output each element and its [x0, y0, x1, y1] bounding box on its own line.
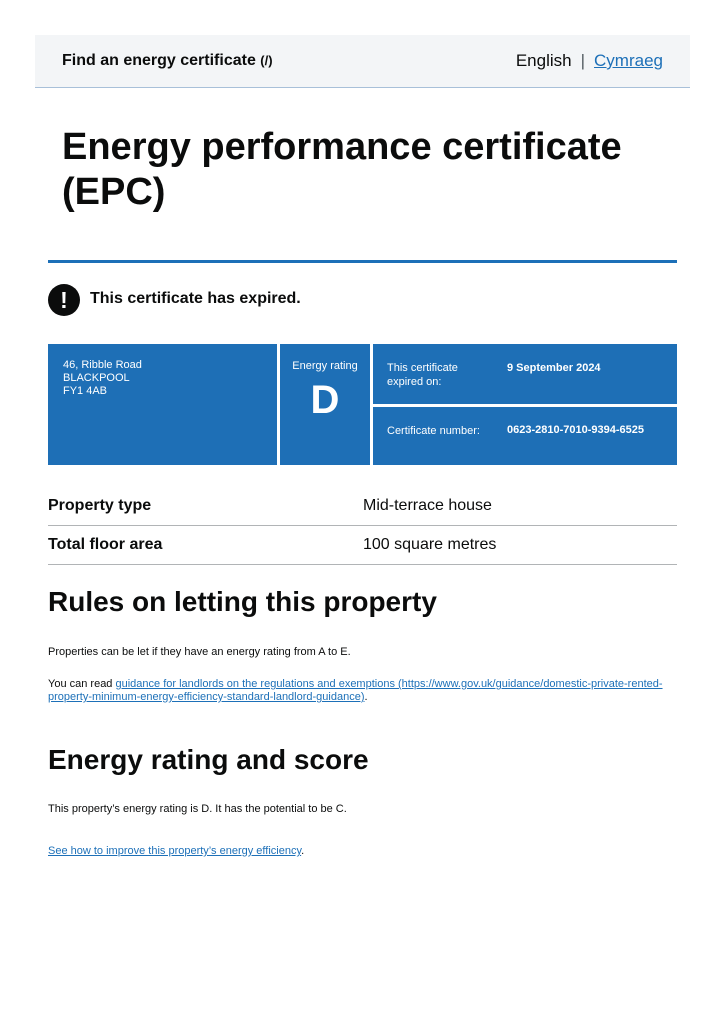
summary-key: Property type — [48, 497, 152, 514]
letting-heading: Rules on letting this property — [48, 586, 437, 617]
language-switcher — [516, 51, 663, 71]
summary-value: 100 square metres — [363, 536, 497, 553]
site-header — [35, 35, 690, 88]
address-line-2: BLACKPOOL — [63, 372, 130, 384]
exclamation-icon: ! — [48, 284, 80, 316]
energy-rating-paragraph: This property’s energy rating is D. It has the potential to be C. — [48, 803, 347, 815]
warning-text: This certificate has expired. — [90, 290, 301, 307]
language-separator: | — [580, 51, 586, 70]
service-name: Find an energy certificate — [62, 52, 256, 69]
service-name-link[interactable] — [62, 52, 273, 70]
certificate-number-label: Certificate number: — [387, 425, 480, 437]
language-cymraeg-link[interactable]: Cymraeg — [594, 51, 663, 70]
certificate-summary-box — [48, 344, 677, 465]
guidance-prefix: You can read — [48, 678, 116, 690]
letting-paragraph: Properties can be let if they have an energy rating from A to E. — [48, 646, 351, 658]
energy-rating-letter: D — [310, 378, 340, 422]
energy-rating-label: Energy rating — [292, 360, 358, 372]
language-english: English — [515, 51, 572, 70]
expiry-label: This certificate expired on: — [387, 362, 458, 388]
landlord-guidance-link[interactable]: guidance for landlords on the regulations and exemptions (https://www.gov.uk/guidance/domestic-private-rented-property-minimum-energy-efficiency-standard-landlord-guidance) — [48, 678, 663, 703]
expiry-date: 9 September 2024 — [507, 362, 601, 374]
improve-paragraph — [48, 845, 668, 858]
expired-warning — [48, 284, 668, 316]
guidance-suffix: . — [364, 691, 368, 703]
certificate-number: 0623-2810-7010-9394-6525 — [507, 424, 645, 436]
address-line-3: FY1 4AB — [63, 385, 108, 397]
guidance-paragraph — [48, 678, 668, 704]
address-line-1: 46, Ribble Road — [63, 359, 142, 371]
energy-rating-heading: Energy rating and score — [48, 744, 369, 775]
certificate-number-cell — [373, 407, 677, 465]
page-title: Energy performance certificate (EPC) — [62, 126, 622, 213]
property-address — [48, 344, 277, 465]
summary-value: Mid-terrace house — [363, 497, 492, 514]
summary-row-property-type — [48, 487, 677, 526]
summary-row-floor-area — [48, 526, 677, 565]
title-divider — [48, 260, 677, 263]
property-summary-list — [48, 487, 677, 565]
service-link-path: (/) — [260, 53, 273, 68]
energy-rating-cell — [280, 344, 370, 465]
expiry-cell — [373, 344, 677, 404]
improve-efficiency-link[interactable]: See how to improve this property’s energy efficiency — [48, 845, 302, 857]
summary-key: Total floor area — [48, 536, 163, 553]
improve-suffix: . — [301, 845, 305, 857]
